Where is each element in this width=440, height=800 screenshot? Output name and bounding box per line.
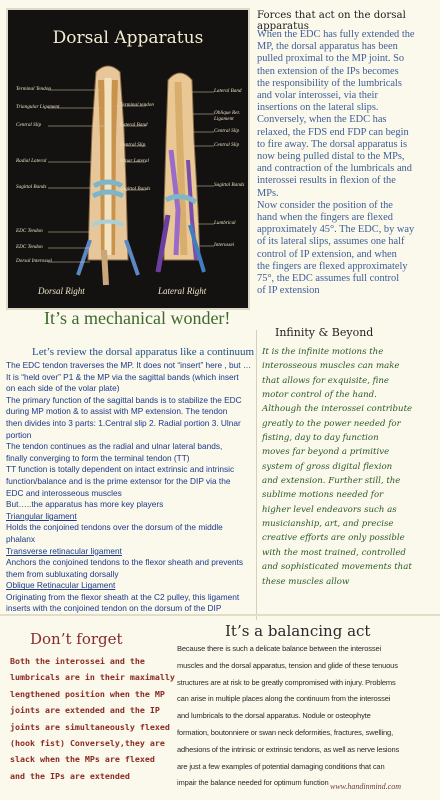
infinity-line: higher level endeavors such as [262, 504, 397, 515]
review-line: inserts with the conjoined tendon on the dorsum of the DIP [6, 603, 222, 614]
balancing-heading: It’s a balancing act [225, 622, 371, 640]
review-body [6, 360, 258, 615]
label-central-slip-right-2: Central Slip [214, 142, 240, 148]
section-separator [0, 614, 440, 616]
dont-forget-line: joints are simultaneously flexed [10, 721, 170, 732]
label-triangular-ligament: Triangular Ligament [16, 104, 60, 110]
review-line: phalanx [6, 533, 36, 544]
forces-paragraph-2 [257, 200, 438, 298]
label-terminal-tendon-mid: Terminal tendon [120, 102, 154, 108]
figure-title: Dorsal Apparatus [52, 28, 204, 48]
label-ulnar-lateral: Ulnar Lateral [120, 158, 149, 164]
forces-line: 75°, the EDC assumes full control [257, 273, 400, 285]
forces-line: control of IP extension, and when [257, 248, 397, 260]
caption-dorsal-right: Dorsal Right [38, 286, 85, 296]
label-lateral-band-mid: Lateral Band [120, 122, 148, 128]
balancing-line: structures are at risk to be greatly compromised with injury. Problems [177, 677, 396, 687]
forces-line: interossei results in flexion of the [257, 175, 396, 187]
review-line: Transverse retinacular ligament [6, 545, 122, 556]
infinity-line: sublime motions needed for [262, 490, 384, 501]
infinity-line: fisting, day to day function [262, 433, 379, 444]
infinity-line: interosseous muscles can make [262, 361, 400, 372]
infinity-line: moves far beyond a primitive [262, 447, 390, 458]
forces-line: and contraction of the lumbricals and [257, 163, 412, 175]
dont-forget-body [10, 653, 175, 784]
review-line: But…..the apparatus has more key players [6, 499, 164, 510]
forces-line: relaxed, the FDS end FDP can begin [257, 126, 409, 138]
forces-line: hand when the fingers are flexed [257, 212, 393, 224]
forces-line: the fingers are flexed approximately [257, 260, 408, 272]
review-line: The tendon continues as the radial and ulnar lateral bands, [6, 441, 223, 452]
balancing-line: can arise in multiple places along the continuum from the interossei [177, 694, 391, 704]
review-line: Oblique Retinacular Ligament [6, 580, 116, 591]
label-oblique-ret-ligament: Oblique Ret. Ligament [214, 110, 241, 122]
forces-line: to fire away. The dorsal apparatus is [257, 138, 408, 150]
review-line: Anchors the conjoined tendons to the flexor sheath and prevents [6, 557, 244, 568]
infinity-body [262, 345, 438, 589]
forces-heading: Forces that act on the dorsal apparatus [257, 10, 406, 32]
dont-forget-heading: Don’t forget [30, 630, 123, 648]
forces-line: of IP extension [257, 285, 320, 297]
lateral-finger [158, 73, 204, 272]
review-line: The EDC tendon traverses the MP. It does not “insert” here , but … [6, 360, 252, 370]
infinity-line: with the most trained, controlled [262, 547, 406, 558]
forces-line: Now consider the position of the [257, 199, 393, 211]
infinity-heading: Infinity & Beyond [275, 326, 374, 339]
balancing-line: Because there is such a delicate balance between the interossei [177, 644, 382, 653]
infinity-line: It is the infinite motions the [262, 347, 384, 357]
review-line: portion [6, 429, 32, 440]
mechanical-wonder-heading: It’s a mechanical wonder! [44, 308, 231, 328]
review-line: It is “held over” P1 & the MP via the sagittal bands (which insert [6, 371, 239, 382]
infinity-line: Although the interossei contribute [262, 404, 413, 415]
infinity-line: creative efforts are only possible [262, 533, 405, 544]
balancing-line: impair the balance needed for optimum function [177, 778, 329, 788]
balancing-line: muscles and the dorsal apparatus, tension and glide of these tenuous [177, 660, 398, 670]
infinity-line: motor control of the hand. [262, 390, 377, 401]
infinity-line: and sophisticated movements that [262, 562, 412, 573]
label-sagittal-bands-left: Sagittal Bands [16, 184, 47, 190]
balancing-line: adhesions of the intrinsic or extrinsic tendons, as well as nerve lesions [177, 744, 400, 754]
infinity-line: system of gross digital flexion [262, 461, 393, 472]
dont-forget-line: lengthened position when the MP [10, 688, 165, 699]
label-radial-lateral: Radial Lateral [16, 158, 47, 164]
review-line: Triangular ligament [6, 510, 77, 521]
balancing-line: are just a few examples of potential damaging conditions that can [177, 761, 385, 771]
label-edc-tendon-1: EDC Tendon [16, 228, 43, 234]
review-line: on each side of the volar plate) [6, 383, 120, 394]
dont-forget-line: slack when the MPs are flexed [10, 754, 155, 765]
review-line: EDC and interosseous muscles [6, 487, 122, 498]
review-line: then divides into 3 parts: 1.Central slip 2. Radial portion 3. Ulnar [6, 417, 241, 428]
review-line: function/balance and is the prime extensor for the DIP via the [6, 475, 231, 486]
label-central-slip-right-1: Central Slip [214, 128, 240, 134]
review-line: Holds the conjoined tendons over the dorsum of the middle [6, 522, 223, 533]
forces-line: then extension of the IPs becomes [257, 65, 399, 77]
infinity-line: greatly to the power needed for [262, 418, 401, 429]
review-line: finally converging to form the terminal tendon (TT) [6, 452, 190, 463]
forces-line: now being pulled distal to the MPs, [257, 151, 405, 163]
label-sagittal-bands-mid: Sagittal Bands [120, 186, 151, 192]
dorsal-apparatus-illustration [6, 8, 250, 310]
label-lumbrical: Lumbrical [214, 220, 236, 226]
review-line: TT function is totally dependent on intact extrinsic and intrinsic [6, 464, 235, 475]
forces-line: approximately 45°. The EDC, by way [257, 224, 415, 236]
caption-lateral-right: Lateral Right [158, 286, 207, 296]
label-interossei: Interossei [214, 242, 235, 248]
forces-line: pulled proximal to the MP joint. So [257, 53, 405, 65]
forces-line: of its lateral slips, assumes one half [257, 236, 405, 248]
label-dorsal-interossei: Dorsal Interossei [16, 258, 52, 264]
label-terminal-tendon: Terminal Tendon [16, 86, 51, 92]
forces-body [257, 29, 438, 297]
forces-line: insertions on the lateral slips. [257, 102, 379, 114]
review-line: Originating from the flexor sheath at the C2 pulley, this ligament [6, 591, 240, 602]
forces-paragraph-1 [257, 29, 438, 200]
forces-line: MPs. [257, 187, 279, 199]
forces-line: Conversely, when the EDC has [257, 114, 387, 126]
dorsal-finger [78, 66, 138, 285]
balancing-line: formation, boutonniere or swan neck deformities, fractures, swelling, [177, 727, 394, 737]
website-link[interactable]: www.handinmind.com [330, 782, 401, 791]
balancing-line: and lumbricals to the dorsal apparatus. Nodule or osteophyte [177, 711, 371, 721]
label-sagittal-bands-right: Sagittal Bands [214, 182, 245, 188]
dont-forget-line: and the IPs are extended [10, 770, 130, 781]
dont-forget-line: joints are extended and the IP [10, 705, 160, 716]
label-lateral-band-right: Lateral Band [214, 88, 242, 94]
forces-line: MP, the dorsal apparatus has been [257, 41, 398, 53]
balancing-body [177, 641, 439, 792]
forces-line: and volar interossei, via their [257, 90, 378, 102]
forces-line: When the EDC has fully extended the [257, 29, 415, 40]
label-central-slip-mid: Central Slip [120, 142, 146, 148]
label-central-slip: Central Slip [16, 122, 42, 128]
infinity-line: musicianship, art, and precise [262, 519, 394, 530]
review-heading: Let’s review the dorsal apparatus like a continuum [32, 346, 255, 358]
infinity-line: that allows for exquisite, fine [262, 375, 390, 386]
label-edc-tendon-2: EDC Tendon [16, 244, 43, 250]
dont-forget-line: (hook fist) Conversely,they are [10, 738, 165, 749]
review-line: during MP motion & to assist with MP extension. The tendon [6, 406, 228, 417]
forces-line: the responsibility of the lumbricals [257, 77, 402, 89]
dont-forget-line: lumbricals are in their maximally [10, 672, 175, 683]
infinity-line: and extension. Further still, the [262, 476, 401, 487]
review-line: them from subluxating dorsally [6, 568, 119, 579]
dont-forget-line: Both the interossei and the [10, 656, 145, 666]
infinity-line: these muscles allow [262, 576, 350, 587]
review-line: The primary function of the sagittal bands is to stabilize the EDC [6, 394, 242, 405]
